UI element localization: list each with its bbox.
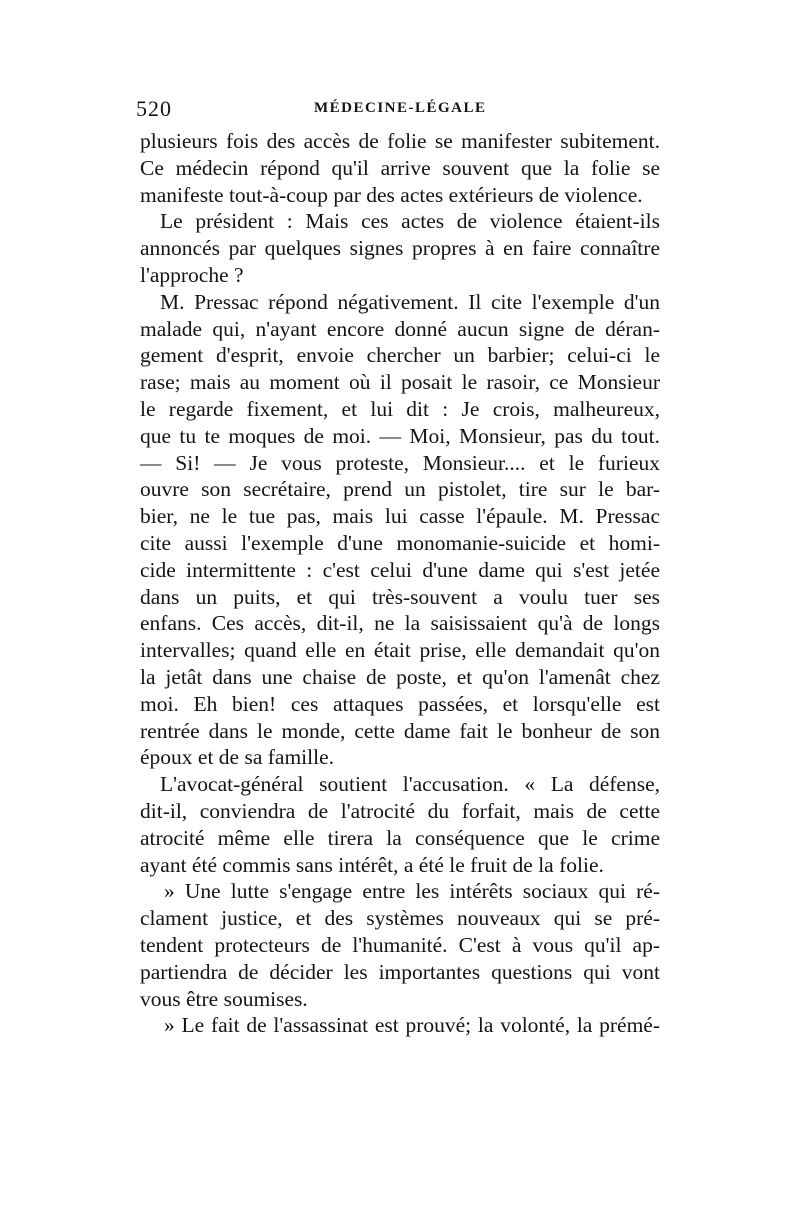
page-header bbox=[136, 96, 666, 122]
text-line: que tu te moques de moi. — Moi, Monsieur, pas du tout. bbox=[140, 423, 660, 448]
text-line: dit-il, conviendra de l'atrocité du forfait, mais de cette bbox=[140, 798, 660, 823]
text-line: plusieurs fois des accès de folie se manifester subitement. bbox=[140, 129, 660, 153]
text-line: moi. Eh bien! ces attaques passées, et lorsqu'elle est bbox=[140, 691, 660, 716]
text-line: partiendra de décider les importantes questions qui vont bbox=[140, 959, 660, 984]
text-line: L'avocat-général soutient l'accusation. « La défense, bbox=[160, 772, 660, 797]
text-line: manifeste tout-à-coup par des actes extérieurs de violence. bbox=[140, 182, 643, 207]
text-line: le regarde fixement, et lui dit : Je crois, malheureux, bbox=[140, 396, 660, 421]
text-line: ouvre son secrétaire, prend un pistolet, tire sur le bar- bbox=[140, 477, 660, 502]
text-line: dans un puits, et qui très-souvent a voulu tuer ses bbox=[140, 584, 660, 609]
page-number: 520 bbox=[136, 96, 172, 121]
body-text bbox=[140, 128, 660, 1039]
text-line: cite aussi l'exemple d'une monomanie-suicide et homi- bbox=[140, 530, 660, 555]
text-line: clament justice, et des systèmes nouveaux qui se pré- bbox=[140, 906, 660, 931]
running-title: MÉDECINE-LÉGALE bbox=[314, 100, 487, 116]
text-line: gement d'esprit, envoie chercher un barbier; celui-ci le bbox=[140, 343, 660, 368]
text-line: vous être soumises. bbox=[140, 986, 308, 1011]
text-line: bier, ne le tue pas, mais lui casse l'épaule. M. Pressac bbox=[140, 504, 660, 529]
text-line: Ce médecin répond qu'il arrive souvent que la folie se bbox=[140, 155, 660, 180]
text-line: époux et de sa famille. bbox=[140, 745, 335, 770]
text-line: Le président : Mais ces actes de violence étaient-ils bbox=[160, 209, 660, 234]
text-line: annoncés par quelques signes propres à en faire connaître bbox=[140, 236, 660, 261]
text-line: rase; mais au moment où il posait le rasoir, ce Monsieur bbox=[140, 370, 660, 395]
text-line: cide intermittente : c'est celui d'une dame qui s'est jetée bbox=[140, 557, 660, 582]
text-line: ayant été commis sans intérêt, a été le fruit de la folie. bbox=[140, 852, 604, 877]
text-line: malade qui, n'ayant encore donné aucun signe de déran- bbox=[140, 316, 660, 341]
text-line: tendent protecteurs de l'humanité. C'est à vous qu'il ap- bbox=[140, 932, 660, 957]
text-line: l'approche ? bbox=[140, 262, 244, 287]
text-line: rentrée dans le monde, cette dame fait le bonheur de son bbox=[140, 718, 660, 743]
text-line: enfans. Ces accès, dit-il, ne la saisissaient qu'à de longs bbox=[140, 611, 660, 636]
text-line: intervalles; quand elle en était prise, elle demandait qu'on bbox=[140, 638, 660, 663]
text-line: — Si! — Je vous proteste, Monsieur.... et le furieux bbox=[140, 450, 660, 475]
text-line: la jetât dans une chaise de poste, et qu'on l'amenât chez bbox=[140, 664, 660, 689]
text-line: atrocité même elle tirera la conséquence que le crime bbox=[140, 825, 660, 850]
text-line: » Une lutte s'engage entre les intérêts sociaux qui ré- bbox=[164, 879, 660, 904]
text-line: » Le fait de l'assassinat est prouvé; la volonté, la prémé- bbox=[164, 1013, 660, 1038]
text-line: M. Pressac répond négativement. Il cite l'exemple d'un bbox=[160, 289, 660, 314]
